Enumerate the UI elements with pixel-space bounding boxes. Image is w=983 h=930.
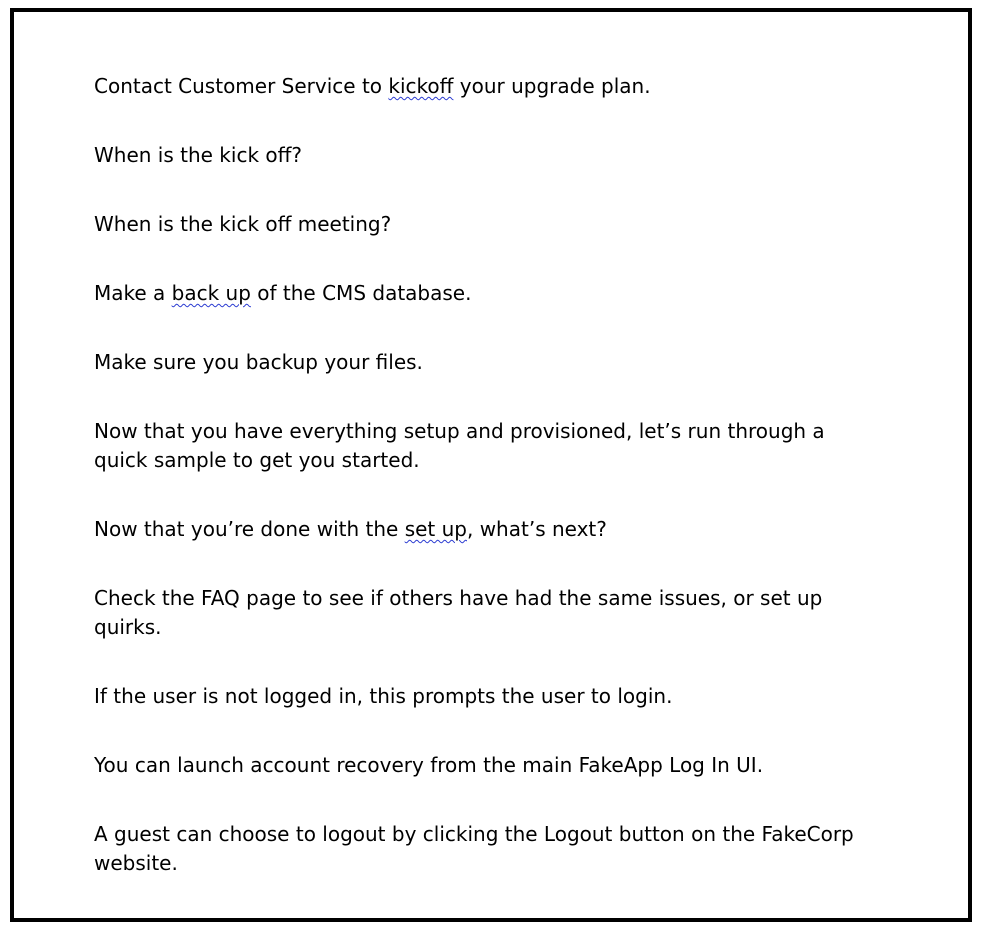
document-body — [94, 72, 884, 918]
document-frame — [10, 8, 972, 922]
text-segment: Contact Customer Service to — [94, 74, 389, 98]
paragraph-kick-off-meeting: When is the kick off meeting? — [94, 212, 392, 236]
paragraph-kick-off: When is the kick off? — [94, 143, 303, 167]
text-segment: , what’s next? — [466, 517, 607, 541]
text-segment: Now that you’re done with the — [94, 517, 405, 541]
text-segment: of the CMS database. — [250, 281, 472, 305]
paragraph-login-prompt: If the user is not logged in, this prompts the user to login. — [94, 684, 673, 708]
paragraph-setup-provisioned: Now that you have everything setup and provisioned, let’s run through a quick sample to get you started. — [94, 419, 825, 472]
paragraph-guest-logout: A guest can choose to logout by clicking the Logout button on the FakeCorp website. — [94, 822, 854, 875]
paragraph-set-up-next — [94, 515, 884, 584]
paragraph-account-recovery: You can launch account recovery from the main FakeApp Log In UI. — [94, 753, 764, 777]
text-segment: your upgrade plan. — [453, 74, 651, 98]
spelling-flag-kickoff[interactable]: kickoff — [388, 74, 454, 98]
paragraph-backup-files: Make sure you backup your files. — [94, 350, 423, 374]
paragraph-faq-page: Check the FAQ page to see if others have had the same issues, or set up quirks. — [94, 586, 823, 639]
paragraph-back-up-database — [94, 279, 884, 348]
spelling-flag-back-up[interactable]: back up — [171, 281, 251, 305]
spelling-flag-set-up[interactable]: set up — [404, 517, 467, 541]
paragraph-kickoff-plan — [94, 72, 884, 141]
text-segment: Make a — [94, 281, 172, 305]
